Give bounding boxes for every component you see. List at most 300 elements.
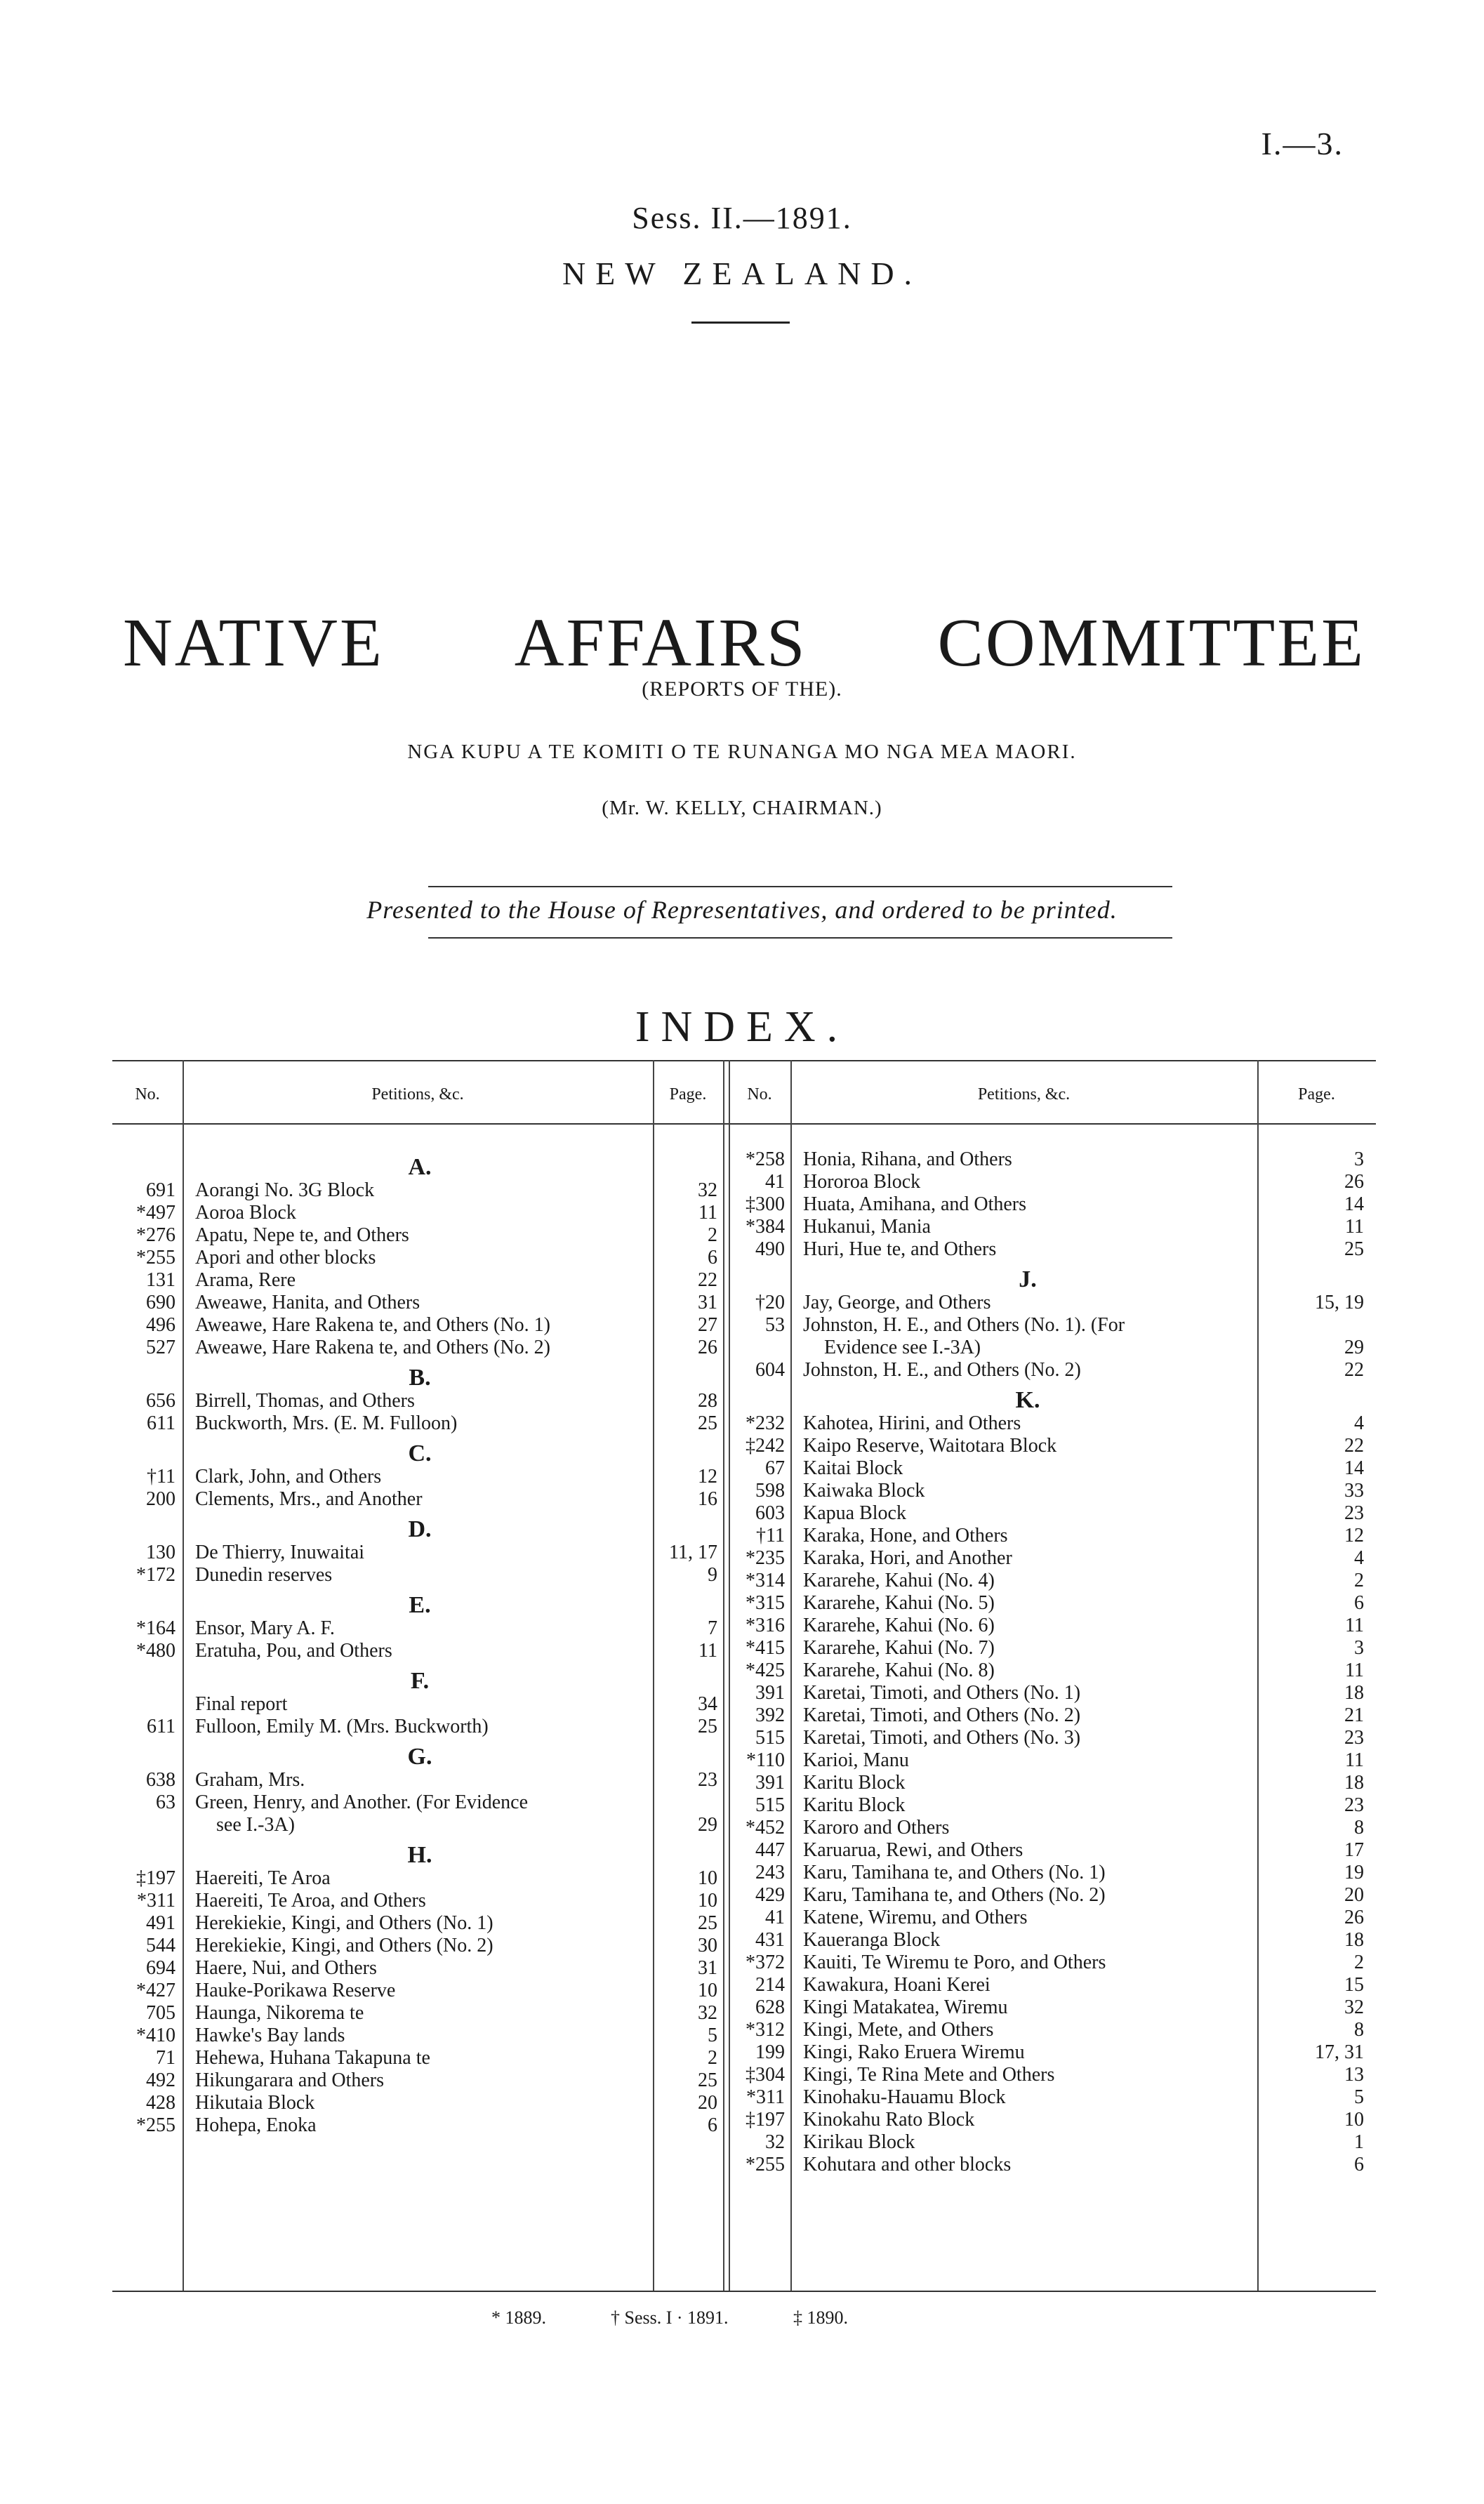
entry-petition: Hororoa Block [803, 1171, 921, 1193]
entry-page: 7 [708, 1617, 717, 1639]
entry-petition: Fulloon, Emily M. (Mrs. Buckworth) [195, 1716, 489, 1737]
entry-number: 130 [146, 1542, 175, 1563]
entry-page: 1 [1354, 2131, 1364, 2153]
table-rule [112, 2291, 1376, 2292]
entry-number: 496 [146, 1314, 175, 1336]
index-entry [112, 1704, 1376, 1727]
index-entry [112, 2041, 1376, 2064]
presented-line: Presented to the House of Representatives, and ordered to be printed. [366, 896, 1118, 924]
section-letter: B. [409, 1365, 431, 1391]
entry-page: 3 [1354, 1148, 1364, 1170]
section-letter: C. [408, 1440, 432, 1466]
entry-petition: Karu, Tamihana te, and Others (No. 1) [803, 1862, 1106, 1883]
entry-page: 27 [698, 1314, 717, 1336]
entry-page: 11 [1345, 1216, 1364, 1238]
index-entry [112, 1216, 1376, 1238]
entry-page: 25 [698, 1716, 717, 1737]
entry-number: 67 [765, 1457, 785, 1479]
country-line: NEW ZEALAND. [562, 256, 922, 291]
entry-page: 11 [698, 1640, 717, 1662]
entry-number: 429 [755, 1884, 785, 1906]
section-letter: A. [408, 1154, 432, 1180]
entry-number: ‡304 [746, 2064, 785, 2086]
entry-petition: Clements, Mrs., and Another [195, 1488, 423, 1510]
index-entry [112, 1525, 1376, 1547]
index-entry [112, 1660, 1376, 1682]
table-rule [112, 1060, 1376, 1061]
entry-number: 447 [755, 1839, 785, 1861]
entry-number: 515 [755, 1794, 785, 1816]
entry-page: 22 [1344, 1359, 1364, 1381]
entry-page: 15 [1344, 1974, 1364, 1996]
entry-petition: Aweawe, Hare Rakena te, and Others (No. 2) [195, 1337, 550, 1358]
entry-petition: Kingi, Te Rina Mete and Others [803, 2064, 1055, 2086]
entry-petition: Hikutaia Block [195, 2092, 315, 2114]
index-entry [112, 1480, 1376, 1502]
entry-number: *315 [746, 1592, 785, 1614]
entry-petition: Kingi, Rako Eruera Wiremu [803, 2041, 1025, 2063]
entry-page: 5 [708, 2025, 717, 2046]
entry-page: 18 [1344, 1682, 1364, 1704]
entry-page: 10 [698, 1867, 717, 1889]
entry-page: 3 [1354, 1637, 1364, 1659]
section-letter: K. [1015, 1387, 1040, 1413]
index-entry [112, 1238, 1376, 1261]
entry-petition: Arama, Rere [195, 1269, 296, 1291]
entry-page: 25 [698, 1912, 717, 1934]
entry-page: 23 [1344, 1502, 1364, 1524]
entry-petition: Buckworth, Mrs. (E. M. Fulloon) [195, 1412, 458, 1434]
index-entry [112, 1359, 1376, 1382]
column-header-petitions: Petitions, &c. [977, 1085, 1071, 1104]
entry-number: †11 [756, 1525, 785, 1546]
entry-page: 4 [1354, 1547, 1364, 1569]
footnote: * 1889. [491, 2307, 546, 2328]
entry-number: *410 [136, 2025, 175, 2046]
section-letter: H. [407, 1842, 432, 1868]
entry-petition: Apatu, Nepe te, and Others [195, 1224, 409, 1246]
entry-petition: Karetai, Timoti, and Others (No. 1) [803, 1682, 1081, 1704]
entry-number: *232 [746, 1412, 785, 1434]
entry-number: 391 [755, 1772, 785, 1794]
entry-petition: Hohepa, Enoka [195, 2114, 317, 2136]
entry-number: 492 [146, 2069, 175, 2091]
index-entry [112, 2131, 1376, 2154]
index-entry [112, 2109, 1376, 2131]
table-rule [112, 1123, 1376, 1125]
index-entry [112, 1907, 1376, 1929]
entry-petition: Katene, Wiremu, and Others [803, 1907, 1028, 1928]
divider [428, 886, 1172, 887]
index-entry [112, 1193, 1376, 1216]
index-entry [112, 2064, 1376, 2086]
entry-page: 28 [698, 1390, 717, 1412]
entry-number: 611 [147, 1412, 175, 1434]
entry-petition: Karioi, Manu [803, 1749, 909, 1771]
entry-page: 20 [698, 2092, 717, 2114]
entry-number: 604 [755, 1359, 785, 1381]
entry-petition: Kararehe, Kahui (No. 6) [803, 1615, 995, 1636]
entry-petition: Jay, George, and Others [803, 1292, 991, 1313]
entry-petition: Evidence see I.-3A) [824, 1337, 981, 1358]
index-entry [112, 1547, 1376, 1570]
entry-number: *258 [746, 1148, 785, 1170]
index-entry [112, 1929, 1376, 1952]
entry-petition: Honia, Rihana, and Others [803, 1148, 1012, 1170]
index-entry [112, 1292, 1376, 1314]
entry-page: 33 [1344, 1480, 1364, 1502]
entry-page: 11 [1345, 1615, 1364, 1636]
entry-page: 31 [698, 1292, 717, 1313]
entry-petition: Kaueranga Block [803, 1929, 941, 1951]
entry-page: 26 [1344, 1171, 1364, 1193]
entry-page: 8 [1354, 2019, 1364, 2041]
entry-page: 31 [698, 1957, 717, 1979]
entry-petition: Karuarua, Rewi, and Others [803, 1839, 1023, 1861]
entry-number: 491 [146, 1912, 175, 1934]
entry-petition: Kapua Block [803, 1502, 906, 1524]
index-entry [112, 1148, 1376, 1171]
index-entry [112, 1817, 1376, 1839]
entry-page: 21 [1344, 1704, 1364, 1726]
index-entry [112, 1794, 1376, 1817]
entry-petition: Kinokahu Rato Block [803, 2109, 975, 2131]
index-entry [112, 1884, 1376, 1907]
entry-petition: Final report [195, 1693, 288, 1715]
entry-page: 29 [698, 1814, 717, 1836]
entry-number: ‡300 [746, 1193, 785, 1215]
entry-number: 243 [755, 1862, 785, 1883]
entry-page: 6 [1354, 2154, 1364, 2175]
entry-page: 25 [698, 2069, 717, 2091]
column-header-no: No. [747, 1085, 772, 1104]
column-header-petitions: Petitions, &c. [371, 1085, 464, 1104]
entry-petition: Kawakura, Hoani Kerei [803, 1974, 991, 1996]
entry-number: †20 [755, 1292, 785, 1313]
section-letter: F. [410, 1668, 430, 1694]
entry-page: 32 [698, 1179, 717, 1201]
entry-page: 17, 31 [1315, 2041, 1364, 2063]
entry-page: 14 [1344, 1457, 1364, 1479]
entry-number: ‡197 [746, 2109, 785, 2131]
entry-page: 23 [698, 1769, 717, 1791]
entry-page: 11 [1345, 1749, 1364, 1771]
entry-number: *452 [746, 1817, 785, 1839]
entry-page: 13 [1344, 2064, 1364, 2086]
index-entry [112, 1435, 1376, 1457]
entry-petition: Huata, Amihana, and Others [803, 1193, 1027, 1215]
section-letter: G. [407, 1744, 432, 1770]
entry-number: 638 [146, 1769, 175, 1791]
entry-number: 391 [755, 1682, 785, 1704]
entry-page: 6 [708, 2114, 717, 2136]
entry-page: 25 [1344, 1238, 1364, 1260]
entry-number: 392 [755, 1704, 785, 1726]
entry-number: *372 [746, 1952, 785, 1973]
entry-petition: see I.-3A) [216, 1814, 295, 1836]
entry-number: ‡197 [136, 1867, 175, 1889]
entry-page: 19 [1344, 1862, 1364, 1883]
entry-petition: Kaiwaka Block [803, 1480, 925, 1502]
index-entry [112, 1457, 1376, 1480]
entry-number: *255 [746, 2154, 785, 2175]
section-letter: D. [408, 1516, 432, 1542]
index-entry [112, 1772, 1376, 1794]
entry-page: 12 [698, 1466, 717, 1488]
entry-number: *384 [746, 1216, 785, 1238]
entry-page: 34 [698, 1693, 717, 1715]
entry-number: 603 [755, 1502, 785, 1524]
entry-petition: Haereiti, Te Aroa, and Others [195, 1890, 426, 1912]
entry-number: 656 [146, 1390, 175, 1412]
entry-page: 5 [1354, 2086, 1364, 2108]
index-entry [112, 1996, 1376, 2019]
entry-petition: Hukanui, Mania [803, 1216, 931, 1238]
entry-petition: Birrell, Thomas, and Others [195, 1390, 415, 1412]
entry-number: ‡242 [746, 1435, 785, 1457]
entry-number: 431 [755, 1929, 785, 1951]
entry-number: 628 [755, 1996, 785, 2018]
column-header-page: Page. [1298, 1085, 1335, 1104]
entry-number: *172 [136, 1564, 175, 1586]
entry-page: 22 [1344, 1435, 1364, 1457]
index-entry [112, 1502, 1376, 1525]
entry-page: 18 [1344, 1929, 1364, 1951]
index-entry [112, 1727, 1376, 1749]
entry-number: *255 [136, 1247, 175, 1268]
entry-number: †11 [147, 1466, 175, 1488]
page-title [123, 604, 1365, 682]
entry-number: 527 [146, 1337, 175, 1358]
entry-page: 23 [1344, 1727, 1364, 1749]
divider [691, 322, 790, 324]
entry-petition: Karaka, Hori, and Another [803, 1547, 1012, 1569]
entry-number: 598 [755, 1480, 785, 1502]
index-entry [112, 2154, 1376, 2176]
entry-petition: Karaka, Hone, and Others [803, 1525, 1008, 1546]
footnote: † Sess. I · 1891. [611, 2307, 729, 2328]
entry-number: *480 [136, 1640, 175, 1662]
entry-number: *415 [746, 1637, 785, 1659]
entry-petition: Apori and other blocks [195, 1247, 376, 1268]
entry-petition: Johnston, H. E., and Others (No. 2) [803, 1359, 1081, 1381]
maori-title: NGA KUPU A TE KOMITI O TE RUNANGA MO NGA MEA MAORI. [407, 741, 1077, 763]
column-header-no: No. [135, 1085, 160, 1104]
chairman-line: (Mr. W. KELLY, CHAIRMAN.) [602, 797, 882, 819]
entry-number: 690 [146, 1292, 175, 1313]
index-entry [112, 1412, 1376, 1435]
index-entry [112, 1337, 1376, 1359]
entry-number: *276 [136, 1224, 175, 1246]
entry-petition: Haereiti, Te Aroa [195, 1867, 331, 1889]
entry-page: 10 [698, 1980, 717, 2001]
entry-page: 10 [1344, 2109, 1364, 2131]
entry-petition: Aoroa Block [195, 1202, 296, 1224]
entry-petition: De Thierry, Inuwaitai [195, 1542, 365, 1563]
entry-petition: Eratuha, Pou, and Others [195, 1640, 392, 1662]
entry-number: 515 [755, 1727, 785, 1749]
index-entry [112, 1974, 1376, 1996]
entry-petition: Hawke's Bay lands [195, 2025, 345, 2046]
entry-page: 18 [1344, 1772, 1364, 1794]
entry-petition: Karetai, Timoti, and Others (No. 2) [803, 1704, 1081, 1726]
entry-number: *316 [746, 1615, 785, 1636]
entry-petition: Haunga, Nikorema te [195, 2002, 364, 2024]
entry-number: 41 [765, 1171, 785, 1193]
entry-petition: Johnston, H. E., and Others (No. 1). (For [803, 1314, 1125, 1336]
entry-number: *164 [136, 1617, 175, 1639]
entry-number: 63 [156, 1791, 175, 1813]
entry-number: 199 [755, 2041, 785, 2063]
entry-petition: Herekiekie, Kingi, and Others (No. 2) [195, 1935, 493, 1956]
entry-page: 2 [1354, 1570, 1364, 1591]
entry-page: 26 [698, 1337, 717, 1358]
entry-petition: Graham, Mrs. [195, 1769, 305, 1791]
entry-petition: Kirikau Block [803, 2131, 915, 2153]
index-entry [112, 1749, 1376, 1772]
index-entry [112, 1171, 1376, 1193]
entry-page: 10 [698, 1890, 717, 1912]
entry-page: 9 [708, 1564, 717, 1586]
index-entry [112, 1592, 1376, 1615]
title-word: AFFAIRS [514, 605, 807, 681]
entry-number: 200 [146, 1488, 175, 1510]
entry-petition: Kohutara and other blocks [803, 2154, 1012, 2175]
entry-petition: Karitu Block [803, 1772, 906, 1794]
entry-petition: Kararehe, Kahui (No. 4) [803, 1570, 995, 1591]
subtitle: (REPORTS OF THE). [642, 677, 842, 701]
entry-number: 694 [146, 1957, 175, 1979]
entry-petition: Aweawe, Hare Rakena te, and Others (No. 1) [195, 1314, 550, 1336]
entry-page: 32 [1344, 1996, 1364, 2018]
entry-number: *235 [746, 1547, 785, 1569]
column-header-page: Page. [669, 1085, 707, 1104]
index-entry [112, 1570, 1376, 1592]
entry-petition: Kauiti, Te Wiremu te Poro, and Others [803, 1952, 1106, 1973]
entry-number: 41 [765, 1907, 785, 1928]
entry-number: *425 [746, 1660, 785, 1681]
entry-page: 11 [698, 1202, 717, 1224]
entry-petition: Haere, Nui, and Others [195, 1957, 377, 1979]
entry-number: 490 [755, 1238, 785, 1260]
entry-petition: Kararehe, Kahui (No. 8) [803, 1660, 995, 1681]
entry-number: 691 [146, 1179, 175, 1201]
entry-petition: Kaipo Reserve, Waitotara Block [803, 1435, 1057, 1457]
entry-number: 544 [146, 1935, 175, 1956]
entry-petition: Huri, Hue te, and Others [803, 1238, 997, 1260]
entry-page: 16 [698, 1488, 717, 1510]
entry-petition: Karu, Tamihana te, and Others (No. 2) [803, 1884, 1106, 1906]
entry-petition: Karoro and Others [803, 1817, 950, 1839]
entry-number: *314 [746, 1570, 785, 1591]
session-line: Sess. II.—1891. [632, 201, 852, 235]
entry-number: 214 [755, 1974, 785, 1996]
entry-page: 6 [708, 1247, 717, 1268]
entry-page: 6 [1354, 1592, 1364, 1614]
entry-petition: Ensor, Mary A. F. [195, 1617, 335, 1639]
entry-page: 4 [1354, 1412, 1364, 1434]
entry-page: 2 [708, 2047, 717, 2069]
index-entry [112, 1952, 1376, 1974]
entry-number: 428 [146, 2092, 175, 2114]
index-entry [112, 1682, 1376, 1704]
entry-number: 131 [146, 1269, 175, 1291]
entry-page: 12 [1344, 1525, 1364, 1546]
entry-number: 705 [146, 2002, 175, 2024]
entry-page: 22 [698, 1269, 717, 1291]
entry-page: 17 [1344, 1839, 1364, 1861]
entry-number: *497 [136, 1202, 175, 1224]
entry-petition: Karitu Block [803, 1794, 906, 1816]
index-entry [112, 1839, 1376, 1862]
document-reference: I.—3. [1261, 126, 1344, 161]
entry-petition: Kaitai Block [803, 1457, 903, 1479]
entry-number: 53 [765, 1314, 785, 1336]
entry-page: 14 [1344, 1193, 1364, 1215]
entry-page: 15, 19 [1315, 1292, 1364, 1313]
title-word: NATIVE [123, 605, 384, 681]
entry-page: 11 [1345, 1660, 1364, 1681]
entry-petition: Hauke-Porikawa Reserve [195, 1980, 396, 2001]
entry-petition: Green, Henry, and Another. (For Evidence [195, 1791, 529, 1813]
entry-number: *255 [136, 2114, 175, 2136]
index-entry [112, 2086, 1376, 2109]
entry-petition: Kahotea, Hirini, and Others [803, 1412, 1021, 1434]
entry-petition: Kinohaku-Hauamu Block [803, 2086, 1006, 2108]
entry-petition: Hikungarara and Others [195, 2069, 385, 2091]
entry-petition: Kingi Matakatea, Wiremu [803, 1996, 1008, 2018]
entry-number: *427 [136, 1980, 175, 2001]
section-letter: E. [409, 1592, 431, 1618]
entry-petition: Dunedin reserves [195, 1564, 333, 1586]
entry-number: *110 [746, 1749, 785, 1771]
section-letter: J. [1019, 1266, 1037, 1292]
entry-petition: Herekiekie, Kingi, and Others (No. 1) [195, 1912, 493, 1934]
index-title: INDEX. [635, 1003, 849, 1051]
entry-petition: Clark, John, and Others [195, 1466, 382, 1488]
index-table [112, 1060, 1376, 2292]
entry-number: *312 [746, 2019, 785, 2041]
divider [428, 937, 1172, 939]
entry-page: 29 [1344, 1337, 1364, 1358]
index-entry [112, 1314, 1376, 1337]
entry-page: 2 [708, 1224, 717, 1246]
entry-petition: Hehewa, Huhana Takapuna te [195, 2047, 430, 2069]
entry-petition: Karetai, Timoti, and Others (No. 3) [803, 1727, 1081, 1749]
entry-number: *311 [746, 2086, 785, 2108]
entry-page: 2 [1354, 1952, 1364, 1973]
index-entry [112, 1862, 1376, 1884]
index-entry [112, 1615, 1376, 1637]
index-entry [112, 2019, 1376, 2041]
entry-page: 20 [1344, 1884, 1364, 1906]
footnote: ‡ 1890. [793, 2307, 848, 2328]
entry-page: 25 [698, 1412, 717, 1434]
entry-page: 30 [698, 1935, 717, 1956]
entry-petition: Aorangi No. 3G Block [195, 1179, 375, 1201]
index-entry [112, 1637, 1376, 1660]
entry-page: 32 [698, 2002, 717, 2024]
entry-page: 23 [1344, 1794, 1364, 1816]
entry-page: 11, 17 [669, 1542, 717, 1563]
entry-page: 8 [1354, 1817, 1364, 1839]
entry-petition: Kararehe, Kahui (No. 7) [803, 1637, 995, 1659]
entry-number: 611 [147, 1716, 175, 1737]
entry-number: 71 [156, 2047, 175, 2069]
title-word: COMMITTEE [937, 605, 1365, 681]
entry-page: 26 [1344, 1907, 1364, 1928]
entry-petition: Aweawe, Hanita, and Others [195, 1292, 420, 1313]
